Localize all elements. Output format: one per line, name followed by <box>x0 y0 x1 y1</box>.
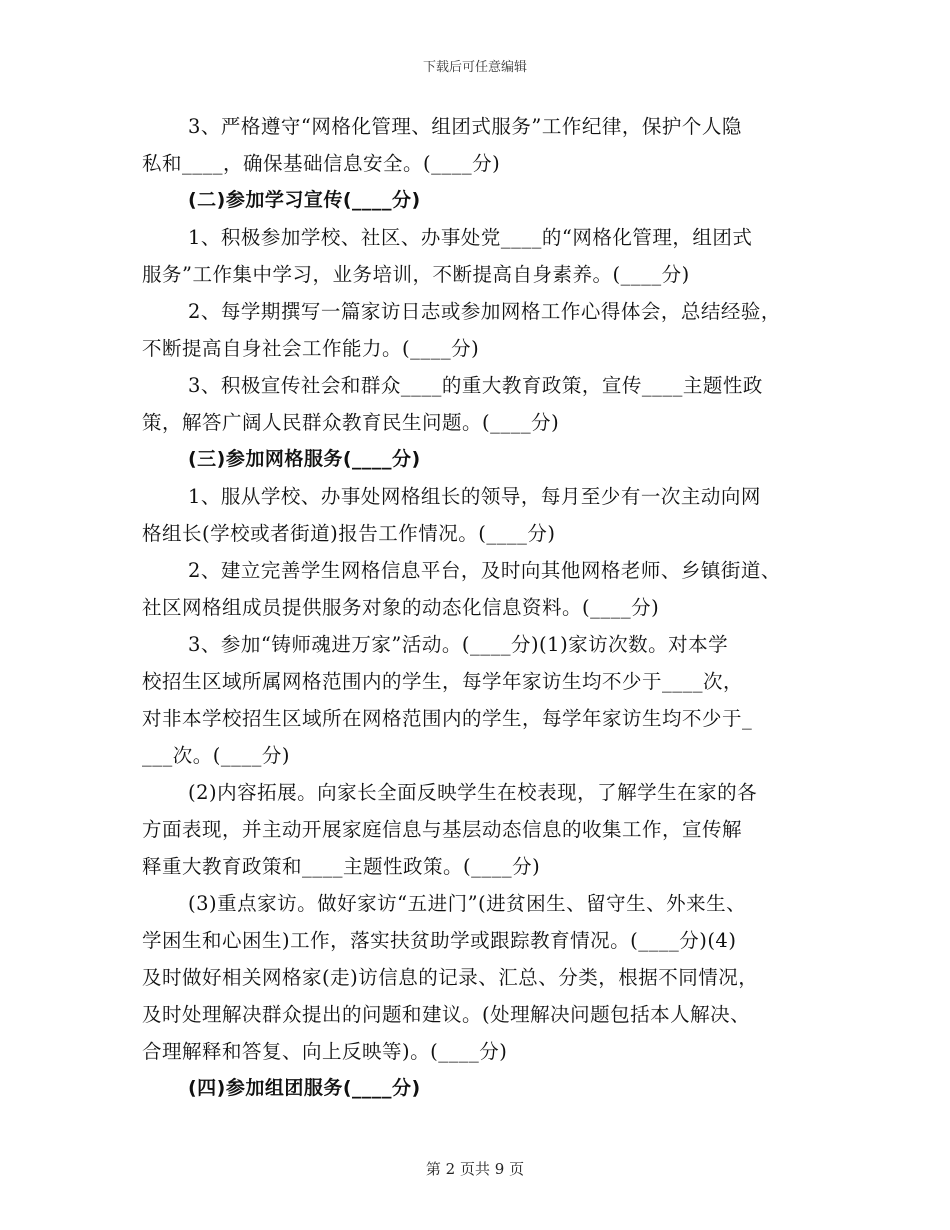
text-line: 3、严格遵守“网格化管理、组团式服务”工作纪律，保护个人隐 <box>188 115 742 138</box>
text-line: 2、建立完善学生网格信息平台，及时向其他网格老师、乡镇街道、 <box>188 559 781 582</box>
text-line: (3)重点家访。做好家访“五进门”(进贫困生、留守生、外来生、 <box>188 892 747 915</box>
text-line: 1、积极参加学校、社区、办事处党____的“网格化管理，组团式 <box>188 226 753 249</box>
document-body <box>142 108 822 1107</box>
text-line: 2、每学期撰写一篇家访日志或参加网格工作心得体会，总结经验， <box>188 300 781 323</box>
page-header: 下载后可任意编辑 <box>422 60 527 75</box>
page-footer: 第 2 页共 9 页 <box>425 1160 525 1178</box>
text-line: 对非本学校招生区域所在网格范围内的学生，每学年家访生均不少于_ <box>142 707 753 730</box>
text-line: 学困生和心困生)工作，落实扶贫助学或跟踪教育情况。(____分)(4) <box>142 929 737 952</box>
text-line: 释重大教育政策和____主题性政策。(____分) <box>142 855 541 878</box>
section-heading: (四)参加组团服务(____分) <box>188 1077 421 1099</box>
text-line: 社区网格组成员提供服务对象的动态化信息资料。(____分) <box>142 596 660 619</box>
text-line: 校招生区域所属网格范围内的学生，每学年家访生均不少于____次， <box>142 670 744 693</box>
text-line: (2)内容拓展。向家长全面反映学生在校表现，了解学生在家的各 <box>188 781 758 804</box>
text-line: 不断提高自身社会工作能力。(____分) <box>142 337 480 360</box>
text-line: ___次。(____分) <box>142 744 290 767</box>
text-line: 方面表现，并主动开展家庭信息与基层动态信息的收集工作，宣传解 <box>142 818 743 841</box>
text-line: 3、参加“铸师魂进万家”活动。(____分)(1)家访次数。对本学 <box>188 633 729 656</box>
text-line: 策，解答广阔人民群众教育民生问题。(____分) <box>142 411 560 434</box>
text-line: 3、积极宣传社会和群众____的重大教育政策，宣传____主题性政 <box>188 374 763 397</box>
section-heading: (二)参加学习宣传(____分) <box>188 189 421 211</box>
text-line: 及时做好相关网格家(走)访信息的记录、汇总、分类，根据不同情况， <box>142 966 759 989</box>
text-line: 服务”工作集中学习，业务培训，不断提高自身素养。(____分) <box>142 263 690 286</box>
text-line: 及时处理解决群众提出的问题和建议。(处理解决问题包括本人解决、 <box>142 1003 751 1026</box>
text-line: 格组长(学校或者街道)报告工作情况。(____分) <box>142 522 556 545</box>
text-line: 合理解释和答复、向上反映等)。(____分) <box>142 1040 508 1063</box>
section-heading: (三)参加网格服务(____分) <box>188 448 421 470</box>
text-line: 1、服从学校、办事处网格组长的领导，每月至少有一次主动向网 <box>188 485 761 508</box>
text-line: 私和____，确保基础信息安全。(____分) <box>142 152 501 175</box>
